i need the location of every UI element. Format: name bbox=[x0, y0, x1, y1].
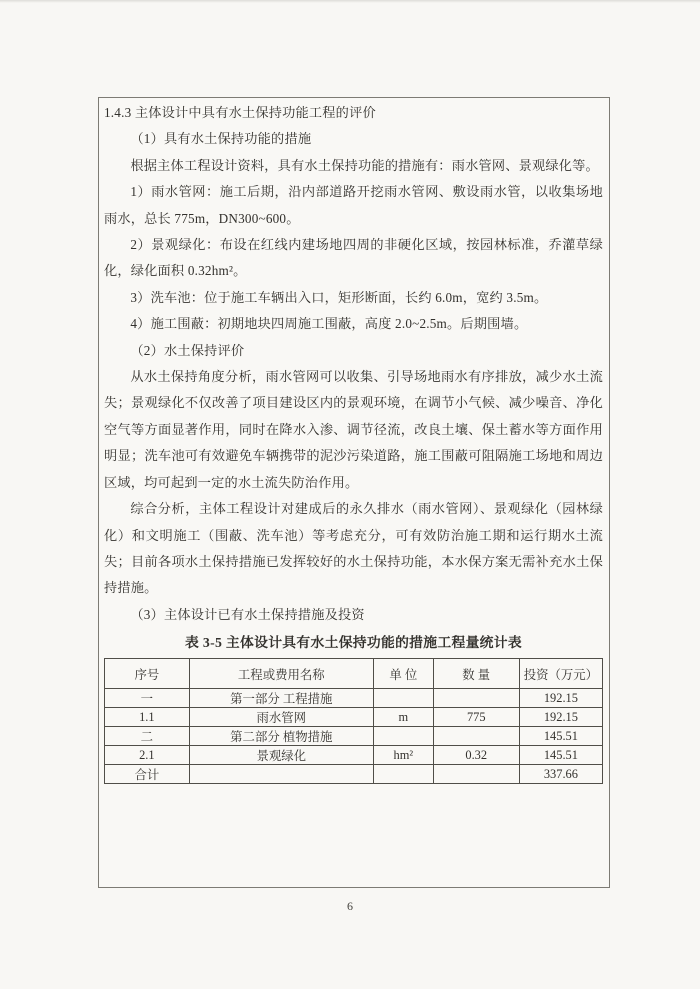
table-row-part1 bbox=[105, 689, 603, 708]
table-header-cell-unit: 单 位 bbox=[373, 659, 433, 689]
paragraph-measures-subtitle: （1）具有水土保持功能的措施 bbox=[130, 131, 312, 147]
table-header-cell-cost: 投资（万元） bbox=[519, 659, 602, 689]
paragraph-evaluation-subtitle: （2）水土保持评价 bbox=[130, 342, 245, 358]
table-cell: 雨水管网 bbox=[189, 708, 373, 727]
paragraph-measures-intro: 根据主体工程设计资料，具有水土保持功能的措施有：雨水管网、景观绿化等。 bbox=[130, 157, 599, 173]
table-cell: 合计 bbox=[105, 765, 190, 784]
table-cell bbox=[373, 689, 433, 708]
table-cell: 第一部分 工程措施 bbox=[189, 689, 373, 708]
table-cell bbox=[433, 689, 519, 708]
table-cell: 192.15 bbox=[519, 689, 602, 708]
document-content bbox=[99, 98, 609, 784]
section-heading: 1.4.3 主体设计中具有水土保持功能工程的评价 bbox=[104, 105, 376, 120]
table-cell: 1.1 bbox=[105, 708, 190, 727]
paragraph-item-site-enclosure: 4）施工围蔽：初期地块四周施工围蔽，高度 2.0~2.5m。后期围墙。 bbox=[130, 316, 528, 332]
table-cell: 0.32 bbox=[433, 746, 519, 765]
paragraph-comprehensive-analysis: 综合分析，主体工程设计对建成后的永久排水（雨水管网）、景观绿化（园林绿化）和文明施工（围蔽、洗车池）等考虑充分，可有效防治施工期和运行期水土流失；目前各项水土保持措施已发挥较好的水土保持功能，本水保方案无需补充水土保持措施。 bbox=[104, 501, 603, 596]
paragraph-item-wash-pool: 3）洗车池：位于施工车辆出入口，矩形断面，长约 6.0m，宽约 3.5m。 bbox=[130, 289, 548, 305]
table-cell: 192.15 bbox=[519, 708, 602, 727]
table-cell: hm² bbox=[373, 746, 433, 765]
paragraph-item-landscape-greening: 2）景观绿化：布设在红线内建场地四周的非硬化区域，按园林标准，乔灌草绿 化，绿化面积 0.32hm²。 bbox=[104, 237, 603, 279]
table-cell bbox=[373, 765, 433, 784]
table-row-part2 bbox=[105, 727, 603, 746]
paragraph-evaluation-analysis: 从水土保持角度分析，雨水管网可以收集、引导场地雨水有序排放，减少水土流失；景观绿化不仅改善了项目建设区内的景观环境，在调节小气候、减少噪音、净化空气等方面显著作用，同时在降水入渗、调节径流，改良土壤、保土蓄水等方面作用明显；洗车池可有效避免车辆携带的泥沙污染道路，施工围蔽可阻隔施工场地和周边区域，均可起到一定的水土流失防治作用。 bbox=[104, 369, 603, 490]
scan-edge-shadow bbox=[0, 0, 700, 3]
table-cell: 775 bbox=[433, 708, 519, 727]
table-header-cell-name: 工程或费用名称 bbox=[189, 659, 373, 689]
table-row-landscape-greening bbox=[105, 746, 603, 765]
table-cell: 二 bbox=[105, 727, 190, 746]
page-number: 6 bbox=[347, 899, 353, 913]
table-cell: 景观绿化 bbox=[189, 746, 373, 765]
table-header-row bbox=[105, 659, 603, 689]
paragraph-item-rainwater-network: 1）雨水管网：施工后期，沿内部道路开挖雨水管网、敷设雨水管，以收集场地 雨水，总长 775m，DN300~600。 bbox=[104, 184, 603, 226]
table-cell: 145.51 bbox=[519, 727, 602, 746]
table-row-rainwater-network bbox=[105, 708, 603, 727]
table-header-cell-qty: 数 量 bbox=[433, 659, 519, 689]
table-header-cell-seq: 序号 bbox=[105, 659, 190, 689]
table-cell bbox=[433, 765, 519, 784]
table-cell: 337.66 bbox=[519, 765, 602, 784]
table-cell: 第二部分 植物措施 bbox=[189, 727, 373, 746]
table-title: 表 3-5 主体设计具有水土保持功能的措施工程量统计表 bbox=[185, 635, 522, 651]
table-row-total bbox=[105, 765, 603, 784]
table-cell: 145.51 bbox=[519, 746, 602, 765]
table-cell bbox=[373, 727, 433, 746]
table-cell: m bbox=[373, 708, 433, 727]
table-cell bbox=[189, 765, 373, 784]
paragraph-investment-subtitle: （3）主体设计已有水土保持措施及投资 bbox=[130, 606, 365, 622]
content-border-frame bbox=[98, 97, 610, 888]
measures-statistics-table bbox=[104, 658, 603, 784]
table-cell: 2.1 bbox=[105, 746, 190, 765]
table-cell bbox=[433, 727, 519, 746]
table-cell: 一 bbox=[105, 689, 190, 708]
